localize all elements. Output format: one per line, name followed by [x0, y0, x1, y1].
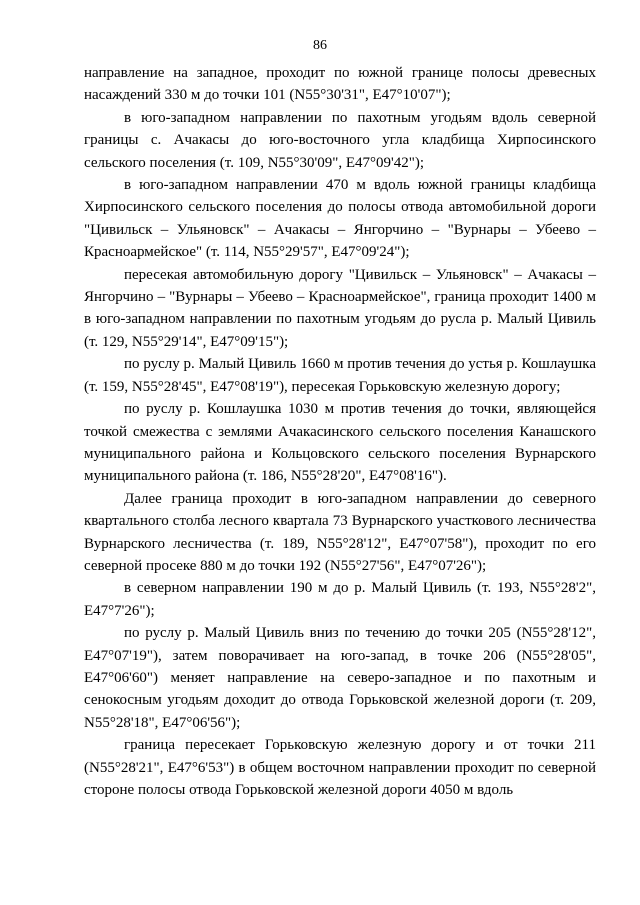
- document-body: [84, 62, 596, 801]
- paragraph: по руслу р. Малый Цивиль 1660 м против течения до устья р. Кошлаушка (т. 159, N55°28'45", E47°08'19"), пересекая Горьковскую железную дорогу;: [84, 356, 596, 395]
- paragraph: в юго-западном направлении 470 м вдоль южной границы кладбища Хирпосинского сельского поселения до полосы отвода автомобильной дороги "Цивильск – Ульяновск" – Ачакасы – Янгорчино – "Вурнары – Убеево – Красноармейское" (т. 114, N55°29'57", E47°09'24");: [84, 177, 596, 261]
- paragraph: Далее граница проходит в юго-западном направлении до северного квартального столба лесного квартала 73 Вурнарского участкового лесничества Вурнарского лесничества (т. 189, N55°28'12", E47°07'58"), проходит по его северной просеке 880 м до точки 192 (N55°27'56", E47°07'26");: [84, 490, 596, 574]
- page-number: 86: [313, 38, 327, 53]
- paragraph: в северном направлении 190 м до р. Малый Цивиль (т. 193, N55°28'2", E47°7'26");: [84, 580, 596, 619]
- paragraph: граница пересекает Горьковскую железную дорогу и от точки 211 (N55°28'21", E47°6'53") в общем восточном направлении проходит по северной стороне полосы отвода Горьковской железной дороги 4050 м вдоль: [84, 737, 596, 798]
- paragraph: по руслу р. Малый Цивиль вниз по течению до точки 205 (N55°28'12", E47°07'19"), затем поворачивает на юго-запад, в точке 206 (N55°28'05", E47°06'60") меняет направление на северо-западное и по пахотным и сенокосным угодьям доходит до отвода Горьковской железной дороги (т. 209, N55°28'18", E47°06'56");: [84, 625, 596, 731]
- paragraph: в юго-западном направлении по пахотным угодьям вдоль северной границы с. Ачакасы до юго-восточного угла кладбища Хирпосинского сельского поселения (т. 109, N55°30'09", E47°09'42");: [84, 109, 596, 171]
- paragraph: направление на западное, проходит по южной границе полосы древесных насаждений 330 м до точки 101 (N55°30'31", E47°10'07");: [84, 65, 596, 104]
- paragraph: по руслу р. Кошлаушка 1030 м против течения до точки, являющейся точкой смежества с землями Ачакасинского сельского поселения Канашского муниципального района и Кольцовского сельского поселения Вурнарского муниципального района (т. 186, N55°28'20", E47°08'16").: [84, 401, 596, 485]
- paragraph: пересекая автомобильную дорогу "Цивильск – Ульяновск" – Ачакасы – Янгорчино – "Вурнары – Убеево – Красноармейское", граница проходит 1400 м в юго-западном направлении по пахотным угодьям до русла р. Малый Цивиль (т. 129, N55°29'14", E47°09'15");: [84, 266, 596, 350]
